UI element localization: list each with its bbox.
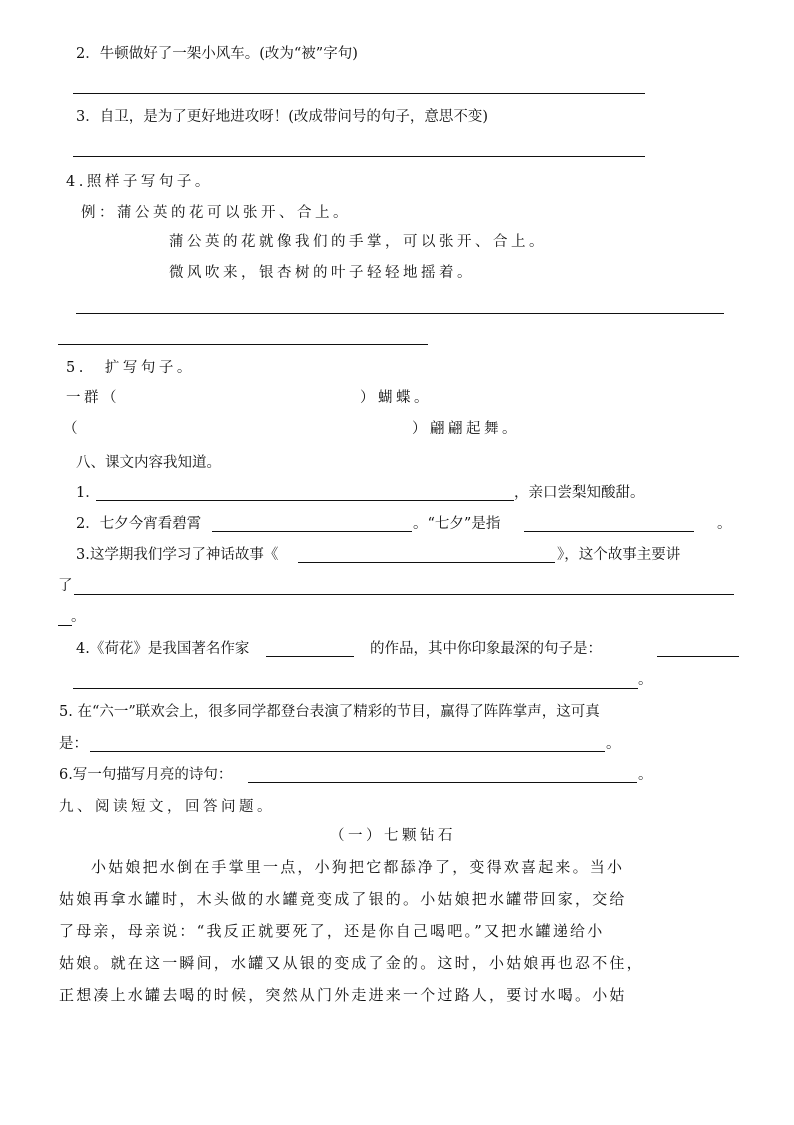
s8-q1-tail: ，亲口尝梨知酸甜。 bbox=[514, 485, 645, 501]
s8-q2-end: 。 bbox=[717, 516, 732, 532]
s8-q3-cont: 了 bbox=[58, 578, 73, 594]
answer-line[interactable] bbox=[76, 313, 724, 314]
s8-q2-mid: 。“七夕”是指 bbox=[413, 516, 501, 532]
s8-q4-mid: 的作品，其中你印象最深的句子是： bbox=[370, 641, 602, 657]
expand-line-2-start: （ bbox=[63, 421, 81, 437]
s8-q3-mid: 》，这个故事主要讲 bbox=[557, 547, 681, 563]
s8-q2-head: 2．七夕今宵看碧霄 bbox=[76, 516, 202, 532]
answer-line[interactable] bbox=[73, 156, 645, 157]
s8-q6-end: 。 bbox=[638, 767, 653, 783]
fill-blank[interactable] bbox=[58, 625, 72, 626]
question-5-title: 5. 扩写句子。 bbox=[66, 360, 195, 376]
s8-q6-head: 6.写一句描写月亮的诗句： bbox=[59, 767, 233, 783]
story-title: （一）七颗钻石 bbox=[330, 828, 456, 844]
question-4-example: 例：蒲公英的花可以张开、合上。 bbox=[81, 205, 351, 221]
expand-line-1-end: ）蝴蝶。 bbox=[360, 390, 432, 406]
fill-blank[interactable] bbox=[90, 751, 605, 752]
fill-blank[interactable] bbox=[74, 594, 734, 595]
fill-blank[interactable] bbox=[73, 688, 638, 689]
story-line: 了母亲，母亲说：“我反正就要死了，还是你自己喝吧。”又把水罐递给小 bbox=[59, 922, 605, 940]
s8-q4-end: 。 bbox=[638, 672, 653, 688]
question-3: 3．自卫，是为了更好地进攻呀！(改成带问号的句子，意思不变) bbox=[76, 109, 489, 125]
story-line: 姑娘再拿水罐时，木头做的水罐竟变成了银的。小姑娘把水罐带回家，交给 bbox=[59, 890, 627, 908]
fill-blank[interactable] bbox=[524, 531, 694, 532]
question-4-example-answer: 蒲公英的花就像我们的手掌，可以张开、合上。 bbox=[169, 234, 547, 250]
section-8-title: 八、课文内容我知道。 bbox=[76, 455, 221, 471]
section-9-title: 九、阅读短文，回答问题。 bbox=[59, 799, 275, 815]
question-4-task: 微风吹来，银杏树的叶子轻轻地摇着。 bbox=[169, 265, 475, 281]
fill-blank[interactable] bbox=[248, 782, 637, 783]
question-4-title: 4.照样子写句子。 bbox=[66, 174, 213, 190]
s8-q5-line-2: 是： bbox=[59, 736, 88, 752]
fill-blank[interactable] bbox=[657, 656, 739, 657]
s8-q4-head: 4.《荷花》是我国著名作家 bbox=[76, 641, 250, 657]
s8-q3-head: 3.这学期我们学习了神话故事《 bbox=[76, 547, 279, 563]
fill-blank[interactable] bbox=[298, 562, 555, 563]
answer-line[interactable] bbox=[73, 93, 645, 94]
s8-q1-number: 1． bbox=[76, 485, 100, 501]
story-line: 姑娘。就在这一瞬间，水罐又从银的变成了金的。这时，小姑娘再也忍不住， bbox=[59, 954, 644, 972]
s8-q3-end: 。 bbox=[71, 609, 86, 625]
s8-q5-end: 。 bbox=[606, 736, 621, 752]
expand-line-2-end: ）翩翩起舞。 bbox=[412, 421, 520, 437]
s8-q5-line-1: 5. 在“六一”联欢会上，很多同学都登台表演了精彩的节目，赢得了阵阵掌声，这可真 bbox=[59, 704, 600, 720]
story-line: 小姑娘把水倒在手掌里一点，小狗把它都舔净了，变得欢喜起来。当小 bbox=[91, 858, 625, 876]
fill-blank[interactable] bbox=[212, 531, 412, 532]
story-line: 正想凑上水罐去喝的时候，突然从门外走进来一个过路人，要讨水喝。小姑 bbox=[59, 986, 627, 1004]
fill-blank[interactable] bbox=[96, 500, 514, 501]
question-2: 2．牛顿做好了一架小风车。(改为“被”字句) bbox=[76, 46, 358, 62]
answer-line[interactable] bbox=[58, 344, 428, 345]
fill-blank[interactable] bbox=[266, 656, 354, 657]
expand-line-1-start: 一群（ bbox=[66, 390, 120, 406]
